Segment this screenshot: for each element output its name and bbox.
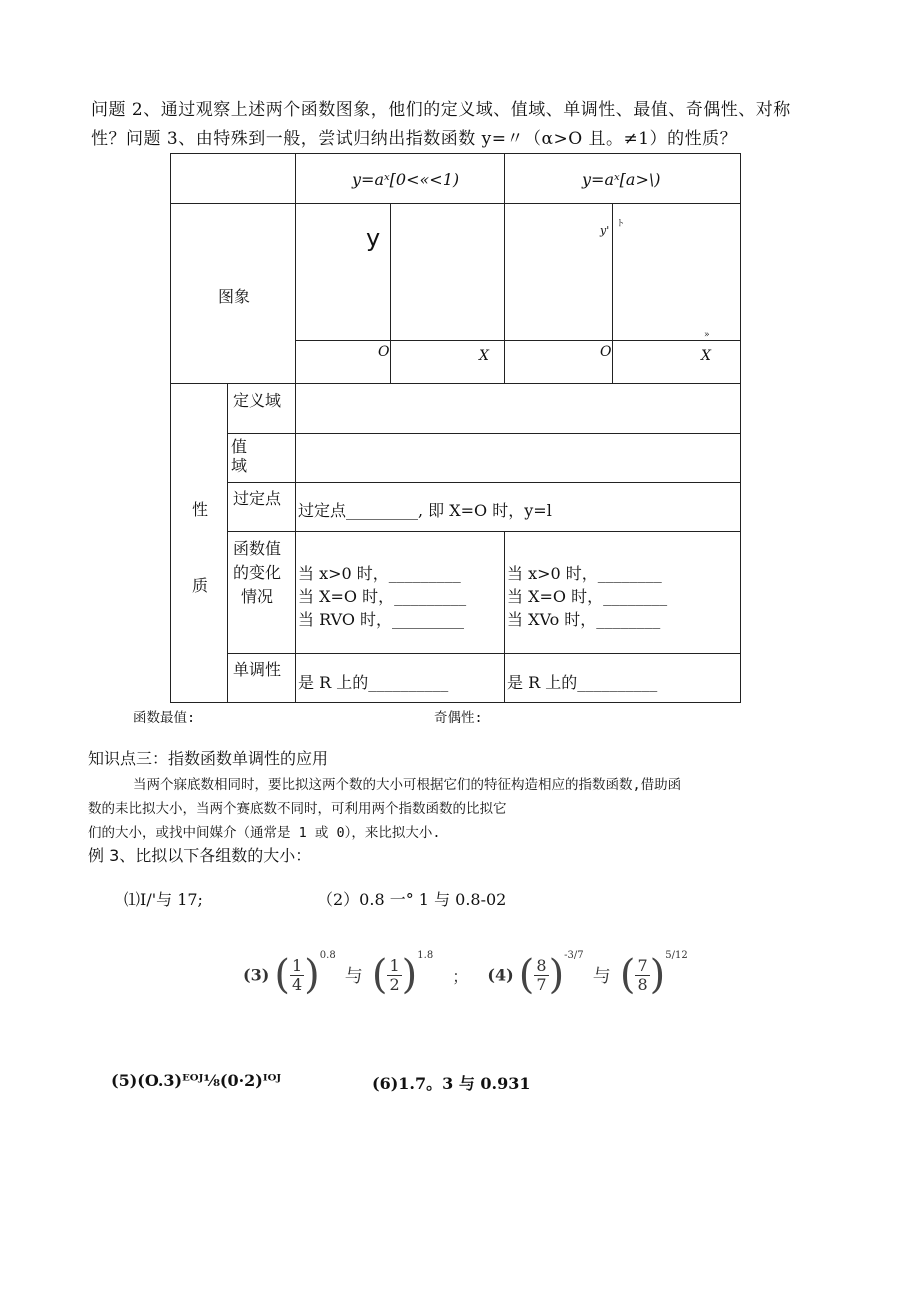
change-left-2: 当 X=O 时，_________ [298, 587, 467, 606]
domain-label: 定义域 [233, 391, 282, 410]
change-left-3: 当 RVO 时，_________ [298, 610, 465, 629]
fixed-point-label: 过定点 [233, 489, 282, 508]
problem-4-and: 与 [592, 966, 611, 987]
problem-4-exponent-2: 5/12 [665, 950, 688, 961]
problem-3-exponent-1: 0.8 [319, 950, 336, 961]
problem-3-exponent-2: 1.8 [417, 950, 434, 961]
header-right-function: y=aˣ[a>\) [582, 170, 661, 189]
side-label-xing: 性 [192, 500, 209, 519]
range-label-2: 域 [231, 456, 248, 475]
problem-4-fraction-1: $\frac{8}{7}$ [536, 955, 547, 994]
mono-right: 是 R 上的__________ [507, 673, 658, 692]
problem-5: (5)(O.3)ᴱᴼᴶ⅛(0·2)ᴵᴼᴶ [111, 1071, 282, 1090]
side-label-zhi: 质 [192, 576, 209, 595]
intro-line-2: 性？问题 3、由特殊到一般，尝试归纳出指数函数 y=〃（α>O 且。≠1）的性质？ [91, 129, 738, 149]
para-line-3: 们的大小，或找中间媒介（通常是 1 或 0），来比拟大小. [88, 825, 441, 841]
graph-left-y-label: y [366, 224, 381, 252]
change-left-1: 当 x>0 时，_________ [298, 564, 461, 583]
para-line-2: 数的耒比拟大小，当两个赛底数不同时，可利用两个指数函数的比拟它 [88, 801, 507, 817]
graph-left-origin: O [378, 344, 390, 360]
problem-4-label: (4) [487, 965, 514, 985]
problem-3-fraction-1: $\frac{1}{4}$ [291, 955, 303, 994]
change-label-1: 函数值 [233, 539, 282, 558]
header-left-function: y=aˣ[0<«<1) [352, 170, 460, 189]
problem-separator: ； [452, 966, 469, 986]
change-right-1: 当 x>0 时，________ [507, 564, 662, 583]
range-label-1: 值 [231, 437, 248, 456]
graph-right-y-label: y' [600, 224, 610, 237]
section-heading: 知识点三：指数函数单调性的应用 [88, 749, 329, 768]
example-title: 例 3、比拟以下各组数的大小： [88, 846, 312, 865]
intro-line-1: 问题 2、通过观察上述两个函数图象，他们的定义域、值域、单调性、最值、奇偶性、对称 [91, 100, 791, 120]
problems-3-4-formula: (3) ( $\frac{1}{4}$ )$^{0.8}$ 与 ( $\frac{1}{2}$ )$^{1.8}$ ； (4) ( $\frac{8}{7}$ )$^{-3/7}$ 与 ( $\frac{7}{8}$ )$^{5/12}$ [243, 950, 688, 998]
problem-3-fraction-2: $\frac{1}{2}$ [389, 955, 400, 994]
change-label-2: 的变化 [233, 563, 282, 582]
problem-3-label: (3) [243, 965, 270, 985]
graph-right-origin: O [600, 344, 612, 360]
change-right-2: 当 X=O 时，________ [507, 587, 668, 606]
graph-right-y-tick: ト [616, 219, 626, 229]
problem-3-and: 与 [344, 966, 363, 987]
graph-left-x-label: X [479, 348, 489, 364]
mono-label: 单调性 [233, 660, 282, 679]
graph-row-label: 图象 [218, 287, 251, 306]
problem-6: (6)1.7。3 与 0.931 [372, 1074, 531, 1093]
max-value-label: 函数最值: [133, 710, 196, 726]
mono-left: 是 R 上的__________ [298, 673, 449, 692]
problem-2: （2）0.8 一° 1 与 0.8-02 [317, 890, 507, 909]
problem-4-fraction-2: $\frac{7}{8}$ [637, 955, 648, 994]
parity-label: 奇偶性: [434, 710, 483, 726]
graph-right-x-tick: » [704, 330, 710, 340]
graph-right-x-label: X [701, 348, 711, 364]
change-right-3: 当 XVo 时，________ [507, 610, 661, 629]
fixed-point-text: 过定点_________, 即 X=O 时，y=l [298, 501, 552, 520]
problem-1: ⑴I/'与 17; [124, 890, 203, 909]
para-line-1: 当两个寐底数相同时，要比拟这两个数的大小可根据它们的特征构造相应的指数函数,借助函 [133, 777, 682, 793]
change-label-3: 情况 [241, 587, 274, 606]
problem-4-exponent-1: -3/7 [564, 950, 584, 961]
